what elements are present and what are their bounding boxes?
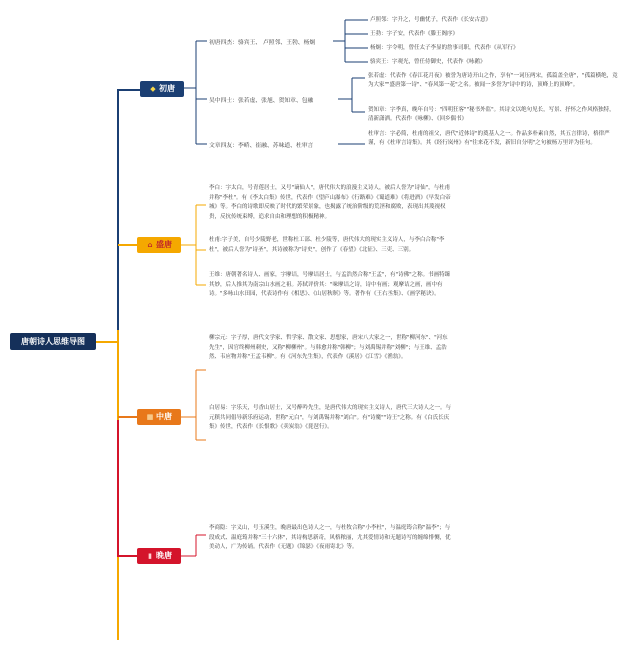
paragraph-li-bai[interactable]: 李白：字太白，号青莲居士，又号"谪仙人"，唐代伟大的浪漫主义诗人，被后人誉为"诗仙"，与杜甫并称"李杜"。有《李太白集》传世，代表作《望庐山瀑布》《行路难》《蜀道难》《将进酒》《早发白帝城》等。李白的诗歌即反映了时代的繁荣景象，也揭露了统治阶级的荒淫和腐败，表现出其蔑视权贵，反抗传统束缚，追求自由和理想的积极精神。 [209,185,451,220]
paragraph-wang-wei[interactable]: 王维：唐朝著名诗人、画家，字摩诘，号摩诘居士，与孟浩然合称"王孟"，有"诗佛"之称。书画特臻其妙，后人推其为南宗山水画之祖。苏轼评价其："味摩诘之诗，诗中有画；观摩诘之画，画中有诗。"多咏山水田园，代表诗作有《相思》、《山居秋暝》等。著作有《王右丞集》、《画学秘诀》。 [209,272,451,298]
era-label: 盛唐 [156,240,172,249]
house-icon: ⌂ [147,241,153,249]
leaf-he-zhizhang[interactable]: 贺知章：字季真，晚年自号："四明狂客""秘书外监"。其诗文以绝句见长，写景、抒怀之作风格独特，清新潇洒。代表作《咏柳》、《回乡偶书》 [368,107,615,122]
group-wuzhong-sishi[interactable]: 吴中四士：张若虚、张旭、贺知章、包融 [209,98,314,104]
group-wenzhang-siyou[interactable]: 文章四友：李峤、崔融、苏味道、杜审言 [209,143,314,149]
era-label: 中唐 [156,412,172,421]
group-chutang-sijie[interactable]: 初唐四杰：骆宾王、 卢照邻、王勃、杨炯 [209,40,316,46]
leaf-wang-bo[interactable]: 王勃：字子安，代表作《滕王阁序》 [370,31,459,37]
paragraph-bai-juyi[interactable]: 白居易：字乐天，号香山居士，又号醉吟先生，是唐代伟大的现实主义诗人，唐代三大诗人之一。与元稹共同倡导新乐府运动，世称"元白"，与刘禹锡并称"刘白"。有"诗魔""诗王"之称。有《白氏长庆集》传世，代表作《长恨歌》《卖炭翁》《琵琶行》。 [209,405,452,431]
root-title: 唐朝诗人思维导图 [21,337,85,346]
paragraph-liu-zongyuan[interactable]: 柳宗元：字子厚，唐代文学家、哲学家、散文家、思想家，唐宋八大家之一，世称"柳河东"、"河东先生"，因官终柳州刺史，又称"柳柳州"。与韩愈并称"韩柳"；与刘禹锡并称"刘柳"；与王维、孟浩然、韦应物并称"王孟韦柳"。有《河东先生集》，代表作《溪居》《江雪》《渔翁》。 [209,335,448,361]
leaf-lu-zhaolin[interactable]: 卢照邻：字升之，号幽忧子，代表作《长安古意》 [370,17,492,23]
paragraph-li-shangyin[interactable]: 李商隐：字义山，号玉溪生，晚唐最出色诗人之一，与杜牧合称"小李杜"，与温庭筠合称"温李"；与段成式、温庭筠并称"三十六体"，其诗构思新奇，风格秾丽，尤其爱情诗和无题诗写的缠绵悱恻，优美动人，广为传诵。代表作《无题》《锦瑟》《夜雨寄北》等。 [209,525,451,551]
paragraph-du-fu[interactable]: 杜甫:字子美，自号少陵野老，世称杜工部、杜少陵等，唐代伟大的现实主义诗人，与李白合称"李杜"，被后人誉为"诗圣"，其诗被称为"诗史"，创作了《春望》《北征》、三吏、三别。 [209,237,445,253]
leaf-zhang-ruoxu[interactable]: 张若虚：代表作《春江花月夜》被誉为唐诗开山之作，享有"一词压两宋，孤篇盖全唐"，"孤篇横绝，竟为大家""盛唐第一诗"、"春风第一花"之名。被闻一多誉为"诗中的诗，顶峰上的顶峰"。 [368,73,618,88]
era-node-sheng[interactable] [137,237,181,253]
era-node-wan[interactable] [137,548,181,564]
leaf-du-shenyan[interactable]: 杜审言：字必简，杜甫的祖父，唐代"近体诗"的奠基人之一。作品多朴素自然，其五言律诗，格律严谨，有《杜审言诗集》。其《经行岚州》有"往来花不发，新旧自分明"之句被杨万里评为佳句。 [368,131,610,146]
root-node[interactable] [10,333,96,350]
era-node-chu[interactable] [140,81,184,97]
building-icon: ▦ [146,413,154,421]
leaf-luo-binwang[interactable]: 骆宾王：字观光，曾任侍御史，代表作《咏鹅》 [370,59,486,65]
bookmark-icon: ▮ [148,552,152,560]
diamond-icon: ◆ [150,85,156,93]
leaf-yang-jiong[interactable]: 杨炯：字令明，曾任太子李显的詹事司职，代表作《从军行》 [370,45,519,51]
era-label: 初唐 [159,84,175,93]
era-node-zhong[interactable] [137,409,181,425]
era-label: 晚唐 [156,551,172,560]
